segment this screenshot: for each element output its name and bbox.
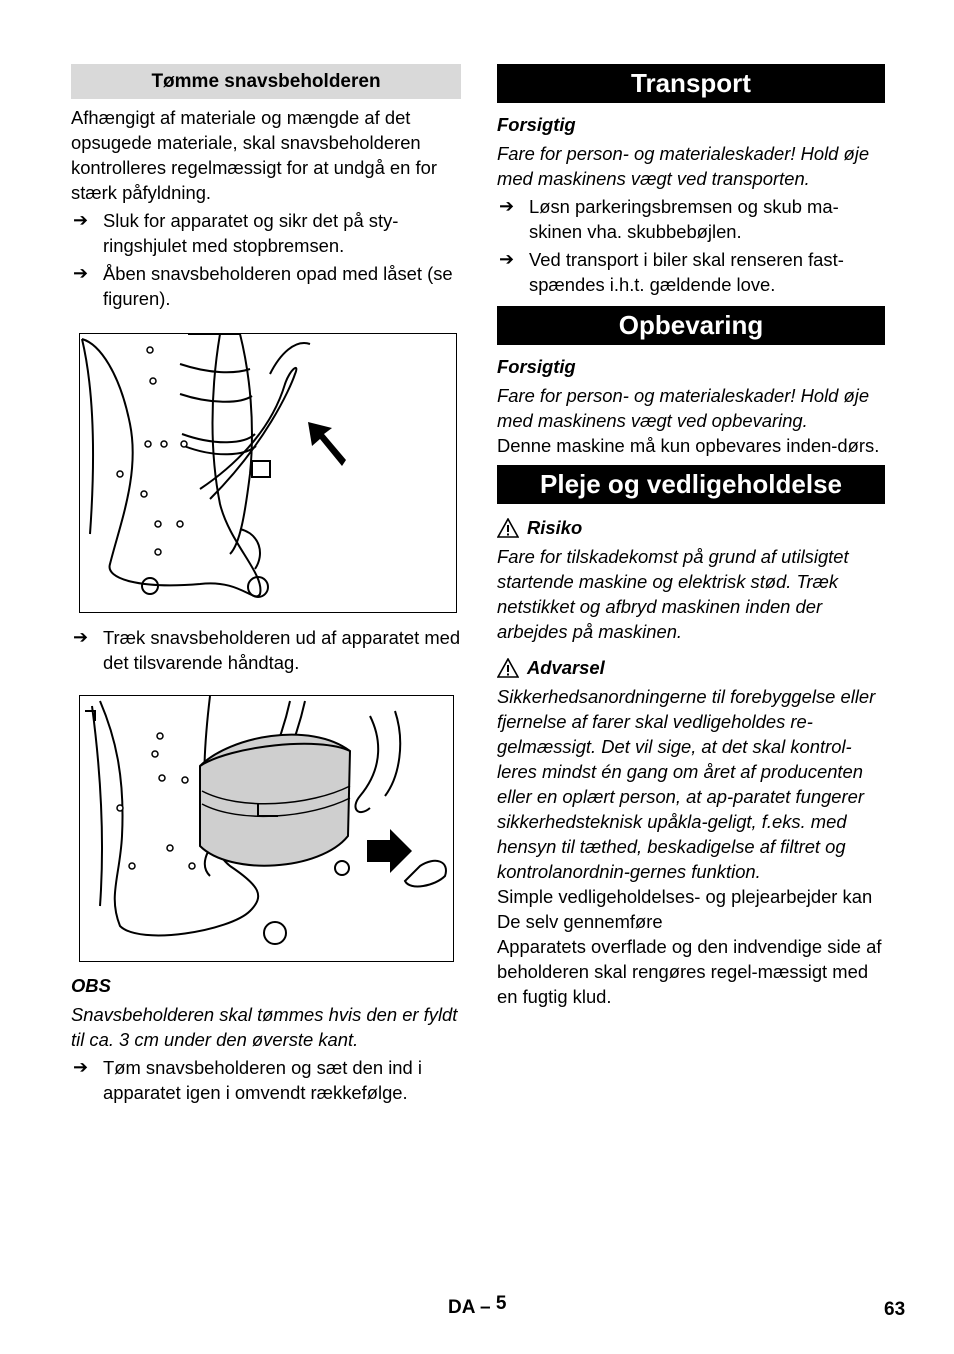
page-number: 63 <box>884 1299 906 1320</box>
illustration-pull-container <box>80 696 453 961</box>
warning-triangle-icon <box>497 518 519 538</box>
caution-heading: Forsigtig <box>497 356 576 377</box>
caution-heading: Forsigtig <box>497 114 576 135</box>
warning-heading-text: Advarsel <box>527 657 605 678</box>
step-item <box>71 625 461 675</box>
care-text-1: Simple vedligeholdelses- og plejearbejder kan De selv gennemføre <box>497 886 873 932</box>
note-text: Snavsbeholderen skal tømmes hvis den er fyldt til ca. 3 cm under den øverste kant. <box>71 1004 458 1050</box>
note-heading: OBS <box>71 975 111 996</box>
warning-heading <box>497 656 885 680</box>
arrow-right-icon: ➔ <box>73 1057 89 1077</box>
risk-text: Fare for tilskadekomst på grund af utilsigtet startende maskine og elektrisk stød. Træk netstikket og afbryd maskinen inden der arbejdes på maskinen. <box>497 546 849 642</box>
step-text: Ved transport i biler skal renseren fast-spændes i.h.t. gældende love. <box>529 249 844 295</box>
arrow-right-icon: ➔ <box>499 249 515 269</box>
figure-pull-container <box>79 695 454 962</box>
step-text: Åben snavsbeholderen opad med låset (se figuren). <box>103 263 453 309</box>
storage-text: Denne maskine må kun opbevares inden-dørs. <box>497 435 880 456</box>
risk-heading <box>497 516 885 540</box>
step-text: Sluk for apparatet og sikr det på sty-ringshjulet med stopbremsen. <box>103 210 399 256</box>
step-item <box>71 208 461 258</box>
intro-paragraph: Afhængigt af materiale og mængde af det opsugede materiale, skal snavsbeholderen kontrolleres regelmæssigt for at undgå en for stærk påfyldning. <box>71 107 437 203</box>
step-text: Tøm snavsbeholderen og sæt den ind i apparatet igen i omvendt rækkefølge. <box>103 1057 422 1103</box>
illustration-open-container <box>80 334 456 612</box>
risk-heading-text: Risiko <box>527 517 583 538</box>
section-heading-transport: Transport <box>497 64 885 103</box>
caution-text: Fare for person- og materialeskader! Hold øje med maskinens vægt ved opbevaring. <box>497 385 870 431</box>
warning-text: Sikkerhedsanordningerne til forebyggelse eller fjernelse af farer skal vedligeholdes re-gelmæssigt. Det vil sige, at det skal kontrol-leres mindst én gang om året af producenten eller en oplært person, at ap-paratet fungerer sikkerhedsteknisk upåkla-geligt, f.eks. med hensyn til tæthed, beskadigelse af filtret og kontrolanordnin-gernes funktion. <box>497 686 876 882</box>
arrow-right-icon: ➔ <box>73 210 89 230</box>
arrow-right-icon: ➔ <box>73 627 89 647</box>
step-text: Træk snavsbeholderen ud af apparatet med det tilsvarende håndtag. <box>103 627 461 673</box>
arrow-right-icon: ➔ <box>499 196 515 216</box>
section-heading-storage: Opbevaring <box>497 306 885 345</box>
right-column <box>497 64 885 1009</box>
step-text: Løsn parkeringsbremsen og skub ma-skinen vha. skubbebøjlen. <box>529 196 839 242</box>
step-item <box>497 247 885 297</box>
footer-section-page: 5 <box>495 1293 507 1314</box>
caution-text: Fare for person- og materialeskader! Hold øje med maskinens vægt ved transporten. <box>497 143 870 189</box>
step-item <box>71 261 461 311</box>
left-column <box>71 64 461 1108</box>
section-heading-empty-container: Tømme snavsbeholderen <box>71 64 461 99</box>
figure-open-container <box>79 333 457 613</box>
step-item <box>497 194 885 244</box>
section-heading-care: Pleje og vedligeholdelse <box>497 465 885 504</box>
warning-triangle-icon <box>497 658 519 678</box>
arrow-right-icon: ➔ <box>73 263 89 283</box>
footer-section: DA <box>448 1297 475 1318</box>
care-text-2: Apparatets overflade og den indvendige side af beholderen skal rengøres regel-mæssigt med en fugtig klud. <box>497 936 882 1007</box>
step-item <box>71 1055 461 1105</box>
footer-section-label: DA – 5 <box>448 1293 507 1318</box>
